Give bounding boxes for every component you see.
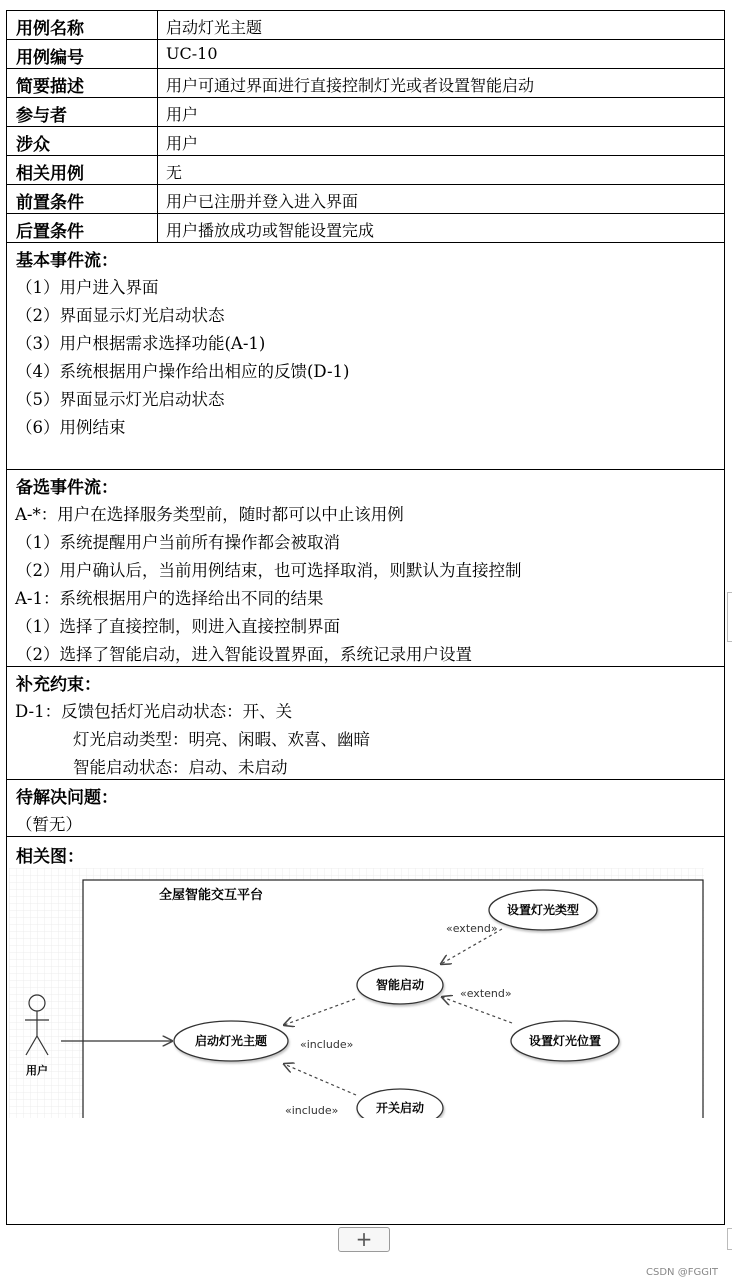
issue-line: （暂无） (16, 815, 82, 834)
use-case-switch-label: 开关启动 (375, 1101, 425, 1115)
basic-flow-title: 基本事件流： (16, 251, 118, 271)
row-label: 简要描述 (7, 69, 158, 97)
row-label: 用例编号 (7, 40, 158, 68)
row-label: 后置条件 (7, 214, 158, 242)
stereotype-label: «extend» (446, 922, 498, 935)
issues-title: 待解决问题： (16, 788, 118, 808)
basic-flow-section (7, 243, 724, 470)
row-label: 前置条件 (7, 185, 158, 213)
table-row (7, 185, 724, 214)
use-case-position-label: 设置灯光位置 (528, 1034, 602, 1048)
row-value: UC-10 (166, 44, 218, 63)
flow-line: （4）系统根据用户操作给出相应的反馈(D-1) (16, 362, 350, 381)
table-row (7, 40, 724, 69)
table-row (7, 11, 724, 40)
flow-line: （1）用户进入界面 (16, 278, 159, 297)
use-case-diagram (9, 868, 704, 1118)
flow-line: （2）界面显示灯光启动状态 (16, 306, 225, 325)
row-value: 用户 (166, 105, 199, 124)
constraints-title: 补充约束： (16, 675, 101, 695)
alt-flow-section (7, 470, 724, 667)
alt-flow-title: 备选事件流： (16, 478, 118, 498)
flow-line: （2）选择了智能启动，进入智能设置界面，系统记录用户设置 (16, 645, 472, 664)
scrollbar-edge (727, 592, 732, 642)
actor-label: 用户 (26, 1064, 48, 1077)
row-value: 用户已注册并登入进入界面 (166, 192, 359, 211)
row-label: 用例名称 (7, 11, 158, 39)
row-value: 无 (166, 163, 183, 182)
row-value: 用户 (166, 134, 199, 153)
constraint-line: D-1：反馈包括灯光启动状态：开、关 (15, 702, 293, 721)
constraint-line: 智能启动状态：启动、未启动 (73, 758, 288, 777)
table-row (7, 214, 724, 243)
row-label: 参与者 (7, 98, 158, 126)
use-case-type-label: 设置灯光类型 (506, 903, 580, 917)
flow-line: （1）选择了直接控制，则进入直接控制界面 (16, 617, 340, 636)
table-row (7, 69, 724, 98)
system-name: 全屋智能交互平台 (159, 888, 264, 903)
use-case-main-label: 启动灯光主题 (194, 1034, 268, 1048)
related-title: 相关图： (16, 847, 84, 867)
flow-line: （3）用户根据需求选择功能(A-1) (16, 334, 266, 353)
flow-line: （2）用户确认后，当前用例结束，也可选择取消，则默认为直接控制 (16, 561, 522, 580)
add-button[interactable]: + (338, 1227, 390, 1252)
watermark: CSDN @FGGIT (646, 1267, 718, 1278)
row-value: 用户可通过界面进行直接控制灯光或者设置智能启动 (166, 76, 535, 95)
use-case-smart-label: 智能启动 (375, 978, 425, 992)
table-row (7, 98, 724, 127)
issues-section (7, 780, 724, 837)
stereotype-label: «include» (285, 1104, 339, 1117)
flow-line: A-1：系统根据用户的选择给出不同的结果 (15, 589, 324, 608)
row-value: 启动灯光主题 (166, 18, 263, 37)
stereotype-label: «extend» (460, 987, 512, 1000)
table-row (7, 127, 724, 156)
stereotype-label: «include» (300, 1038, 354, 1051)
constraints-section (7, 667, 724, 780)
row-label: 涉众 (7, 127, 158, 155)
row-value: 用户播放成功或智能设置完成 (166, 221, 375, 240)
constraint-line: 灯光启动类型：明亮、闲暇、欢喜、幽暗 (73, 730, 370, 749)
table-row (7, 156, 724, 185)
flow-line: A-*：用户在选择服务类型前，随时都可以中止该用例 (15, 505, 404, 524)
flow-line: （5）界面显示灯光启动状态 (16, 390, 225, 409)
row-label: 相关用例 (7, 156, 158, 184)
scrollbar-edge (727, 1228, 732, 1250)
flow-line: （1）系统提醒用户当前所有操作都会被取消 (16, 533, 340, 552)
flow-line: （6）用例结束 (16, 418, 126, 437)
